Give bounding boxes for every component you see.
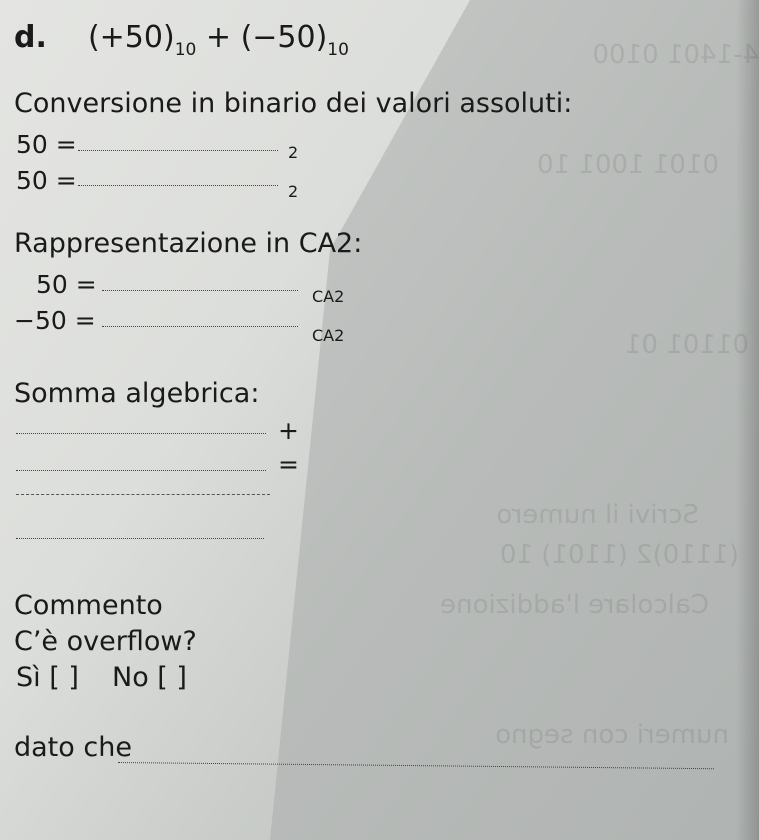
binary-row-2-blank[interactable] (78, 185, 278, 186)
sum-operand-1-blank[interactable] (16, 433, 266, 434)
page-edge-shadow (736, 0, 759, 840)
overflow-no-option[interactable]: No [ ] (112, 662, 187, 693)
sum-separator-line (16, 494, 270, 495)
binary-row-1-label: 50 = (16, 130, 77, 159)
comment-heading: Commento (14, 590, 163, 621)
ca2-row-1-blank[interactable] (102, 290, 298, 291)
exercise-letter: d. (14, 20, 47, 55)
sum-operand-2-blank[interactable] (16, 470, 266, 471)
ca2-row-1-base: CA2 (312, 287, 345, 306)
given-that-label: dato che (14, 732, 132, 763)
binary-row-1-blank[interactable] (78, 150, 278, 151)
first-term-base: 10 (174, 40, 197, 60)
second-term-base: 10 (327, 40, 349, 60)
plus-operator: + (205, 20, 232, 55)
second-term: (−50) (240, 20, 328, 55)
ca2-heading: Rappresentazione in CA2: (14, 228, 363, 259)
ca2-row-2-label: −50 = (14, 306, 96, 335)
ca2-row-2-base: CA2 (312, 326, 345, 345)
overflow-yes-option[interactable]: Sì [ ] (16, 662, 79, 693)
overflow-question: C’è overflow? (14, 626, 197, 657)
sum-equals-sign: = (278, 450, 299, 479)
sum-heading: Somma algebrica: (14, 378, 260, 409)
sum-plus-sign: + (278, 416, 299, 445)
binary-row-2-base: 2 (288, 182, 299, 201)
ca2-row-2-blank[interactable] (102, 326, 298, 327)
binary-row-2-label: 50 = (16, 166, 77, 195)
ca2-row-1-label: 50 = (36, 270, 97, 299)
sum-result-blank[interactable] (16, 538, 264, 539)
exercise-header (14, 20, 349, 60)
binary-heading: Conversione in binario dei valori assoluti: (14, 88, 573, 119)
binary-row-1-base: 2 (288, 143, 299, 162)
first-term: (+50) (87, 20, 175, 55)
